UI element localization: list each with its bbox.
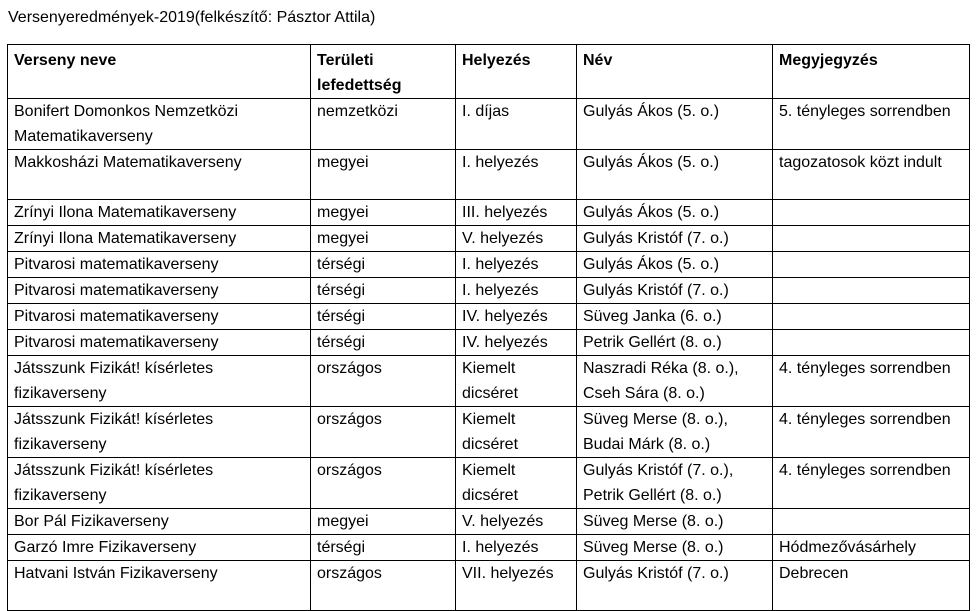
cell-scope: országos [311,407,456,458]
cell-scope: megyei [311,509,456,535]
cell-note: 4. tényleges sorrendben [773,407,970,458]
cell-placement: III. helyezés [456,200,577,226]
cell-placement: V. helyezés [456,226,577,252]
cell-student: Gulyás Ákos (5. o.) [577,252,773,278]
table-row [8,458,970,509]
cell-student: Gulyás Kristóf (7. o.) [577,226,773,252]
table-row [8,535,970,561]
cell-student: Naszradi Réka (8. o.), Cseh Sára (8. o.) [577,356,773,407]
cell-note [773,226,970,252]
cell-competition: Pitvarosi matematikaverseny [8,330,311,356]
cell-competition: Bor Pál Fizikaverseny [8,509,311,535]
cell-placement: I. helyezés [456,278,577,304]
cell-competition: Zrínyi Ilona Matematikaverseny [8,226,311,252]
cell-note [773,304,970,330]
cell-placement: VII. helyezés [456,561,577,611]
table-row [8,356,970,407]
cell-scope: országos [311,561,456,611]
cell-competition: Pitvarosi matematikaverseny [8,252,311,278]
cell-competition: Pitvarosi matematikaverseny [8,278,311,304]
cell-competition: Garzó Imre Fizikaverseny [8,535,311,561]
cell-student: Süveg Merse (8. o.) [577,509,773,535]
column-header-student: Név [577,45,773,99]
table-row [8,509,970,535]
cell-student: Süveg Merse (8. o.) [577,535,773,561]
table-row [8,304,970,330]
cell-student: Petrik Gellért (8. o.) [577,330,773,356]
cell-student: Süveg Janka (6. o.) [577,304,773,330]
column-header-placement: Helyezés [456,45,577,99]
cell-note: 4. tényleges sorrendben [773,458,970,509]
cell-student: Gulyás Ákos (5. o.) [577,200,773,226]
cell-scope: megyei [311,150,456,200]
cell-placement: Kiemelt dicséret [456,458,577,509]
cell-student: Gulyás Ákos (5. o.) [577,150,773,200]
cell-student: Gulyás Ákos (5. o.) [577,99,773,150]
cell-note [773,509,970,535]
cell-student: Gulyás Kristóf (7. o.) [577,561,773,611]
table-row [8,407,970,458]
cell-note [773,200,970,226]
cell-scope: térségi [311,535,456,561]
cell-scope: megyei [311,226,456,252]
table-row [8,561,970,611]
cell-student: Süveg Merse (8. o.), Budai Márk (8. o.) [577,407,773,458]
cell-note [773,278,970,304]
cell-note: Debrecen [773,561,970,611]
cell-scope: térségi [311,330,456,356]
results-table [7,44,970,611]
cell-scope: országos [311,458,456,509]
cell-scope: térségi [311,304,456,330]
cell-competition: Bonifert Domonkos Nemzetközi Matematikaverseny [8,99,311,150]
document-title: Versenyeredmények-2019(felkészítő: Pásztor Attila) [8,9,376,26]
cell-placement: Kiemelt dicséret [456,356,577,407]
cell-placement: IV. helyezés [456,330,577,356]
cell-competition: Zrínyi Ilona Matematikaverseny [8,200,311,226]
cell-placement: I. helyezés [456,252,577,278]
cell-competition: Játsszunk Fizikát! kísérletes fizikaverseny [8,356,311,407]
table-row [8,99,970,150]
cell-scope: térségi [311,278,456,304]
column-header-scope: Területi lefedettség [311,45,456,99]
cell-scope: megyei [311,200,456,226]
cell-placement: I. helyezés [456,535,577,561]
column-header-note: Megyjegyzés [773,45,970,99]
cell-placement: I. díjas [456,99,577,150]
table-row [8,278,970,304]
table-row [8,226,970,252]
cell-placement: V. helyezés [456,509,577,535]
table-header-row [8,45,970,99]
table-row [8,150,970,200]
table-row [8,200,970,226]
cell-scope: térségi [311,252,456,278]
cell-competition: Játsszunk Fizikát! kísérletes fizikaverseny [8,458,311,509]
cell-note [773,330,970,356]
cell-competition: Pitvarosi matematikaverseny [8,304,311,330]
cell-note: tagozatosok közt indult [773,150,970,200]
cell-student: Gulyás Kristóf (7. o.), Petrik Gellért (8. o.) [577,458,773,509]
cell-scope: nemzetközi [311,99,456,150]
cell-scope: országos [311,356,456,407]
column-header-competition: Verseny neve [8,45,311,99]
cell-student: Gulyás Kristóf (7. o.) [577,278,773,304]
table-row [8,252,970,278]
cell-placement: I. helyezés [456,150,577,200]
cell-competition: Játsszunk Fizikát! kísérletes fizikaverseny [8,407,311,458]
cell-note: 5. tényleges sorrendben [773,99,970,150]
cell-competition: Hatvani István Fizikaverseny [8,561,311,611]
cell-competition: Makkosházi Matematikaverseny [8,150,311,200]
cell-placement: IV. helyezés [456,304,577,330]
cell-placement: Kiemelt dicséret [456,407,577,458]
cell-note: 4. tényleges sorrendben [773,356,970,407]
cell-note [773,252,970,278]
table-row [8,330,970,356]
cell-note: Hódmezővásárhely [773,535,970,561]
